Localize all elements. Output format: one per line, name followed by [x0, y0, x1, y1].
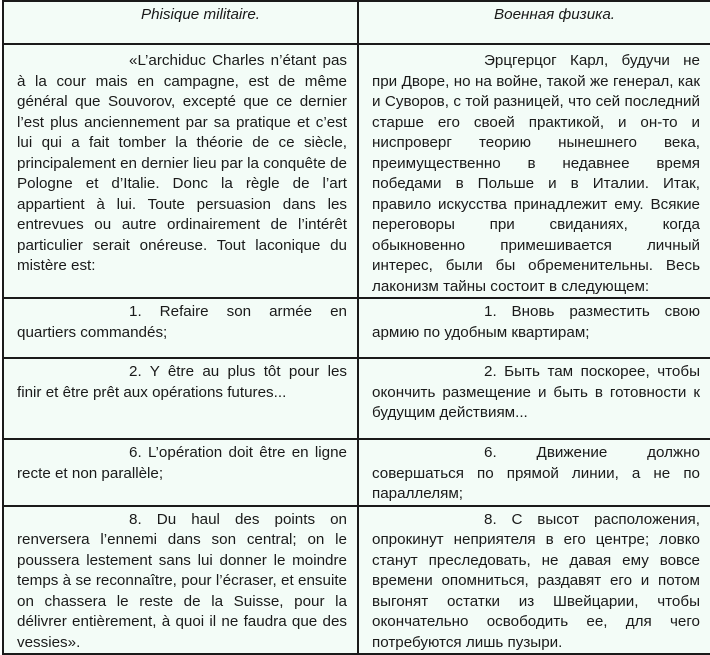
- cell-french: [3, 506, 358, 655]
- parallel-text-table: [2, 0, 710, 655]
- table-row: [3, 506, 710, 655]
- cell-french: [3, 439, 358, 506]
- french-text: 6. L’opération doit être en ligne recte et non parallèle;: [17, 444, 347, 482]
- cell-french: [3, 358, 358, 439]
- cell-russian: [358, 44, 710, 298]
- cell-french: [3, 44, 358, 298]
- table-row: [3, 358, 710, 439]
- table-row: [3, 44, 710, 298]
- cell-russian: [358, 439, 710, 506]
- french-text: 2. Y être au plus tôt pour les finir et être prêt aux opérations futures...: [17, 363, 347, 401]
- cell-russian: [358, 358, 710, 439]
- russian-text: 6. Движение должно совершаться по прямой линии, а не по параллелям;: [372, 444, 700, 502]
- cell-french: [3, 298, 358, 358]
- header-french: Phisique militaire.: [3, 1, 358, 44]
- russian-text: 2. Быть там поскорее, чтобы окончить размещение и быть в готовности к будущим действиям...: [372, 363, 700, 421]
- table-header-row: [3, 1, 710, 44]
- cell-russian: [358, 506, 710, 655]
- table-row: [3, 439, 710, 506]
- french-text: 1. Refaire son armée en quartiers commandés;: [17, 303, 347, 341]
- french-text: 8. Du haul des points on renversera l’ennemi dans son central; on le poussera lestement sans lui donner le moindre temps à se reconnaître, pour l’écraser, et ensuite on chassera le reste de la Suisse, pour la délivrer entièrement, à quoi il ne faudra que des vessies».: [17, 510, 347, 651]
- cell-russian: [358, 298, 710, 358]
- russian-text: Эрцгерцог Карл, будучи не при Дворе, но на войне, такой же генерал, как и Суворов, с той разницей, что сей последний старше его своей практикой, и он-то и ниспроверг теорию нынешнего века, преимущественно в недавнее время победами в Польше и в Италии. Итак, правило искусства принадлежит ему. Всякие переговоры при свиданиях, когда обыкновенно примешивается личный интерес, были бы обременительны. Весь лаконизм тайны состоит в следующем:: [372, 52, 700, 295]
- russian-text: 8. С высот расположения, опрокинут неприятеля в его центре; ловко станут преследовать, не давая ему вовсе времени опомниться, раздавят его и потом выгонят остатки из Швейцарии, чтобы окончательно освободить ее, для чего потребуются лишь пузыри.: [372, 510, 700, 651]
- header-russian: Военная физика.: [358, 1, 710, 44]
- russian-text: 1. Вновь разместить свою армию по удобным квартирам;: [372, 303, 700, 341]
- table-row: [3, 298, 710, 358]
- french-text: «L’archiduc Charles n’étant pas à la cour mais en campagne, est de même général que Souvorov, excepté que ce dernier l’est plus anciennement par sa pratique et c’est lui qui a fait tomber la théorie de ce siècle, principalement en dernier lieu par la conquête de Pologne et d’Italie. Donc la règle de l’art appartient à lui. Toute persuasion dans les entrevues ou autre ordinairement de l’intérêt particulier serait onéreuse. Tout laconique du mistère est:: [17, 52, 347, 274]
